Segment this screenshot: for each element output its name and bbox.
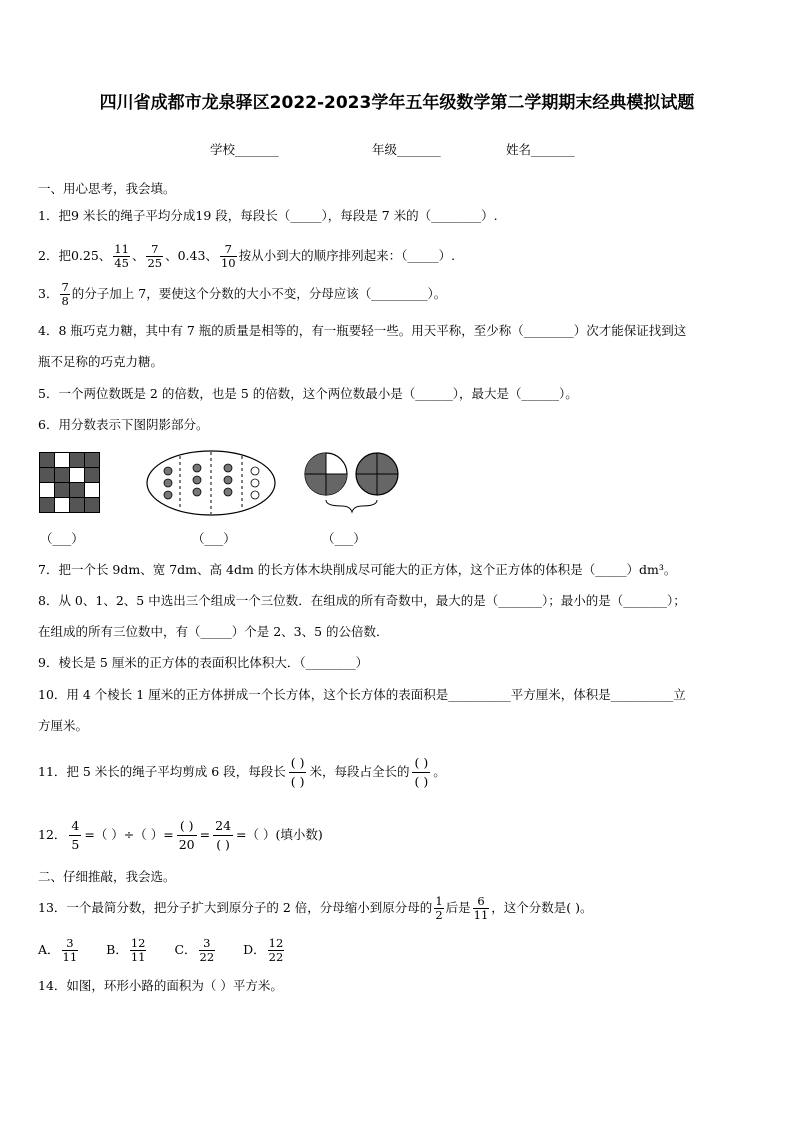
- grade-field: 年级_______: [372, 142, 441, 157]
- option-b[interactable]: B． $\frac{12}{11}$: [106, 936, 146, 964]
- question-12: 12． $\frac{4}{5}$ =（ ）÷（ ）= ( ) 20 = 24 ( ) =（ ）(填小数): [38, 818, 323, 852]
- question-13: 13．一个最简分数，把分子扩大到原分子的 2 倍，分母缩小到原分母的 $\frac{1}{2}$ 后是 $\frac{6}{11}$ ，这个分数是( )。: [38, 894, 593, 922]
- question-4-line-2: 瓶不足称的巧克力糖。: [38, 354, 164, 369]
- answer-blank-2: （___）: [192, 531, 236, 546]
- question-7: 7．把一个长 9dm、宽 7dm、高 4dm 的长方体木块削成尽可能大的正方体，这个正方体的体积是（_____）dm³。: [38, 562, 677, 577]
- fraction: $\frac{7}{8}$: [61, 280, 69, 308]
- question-13-options: [38, 932, 286, 968]
- circles-figure: [302, 450, 402, 516]
- blank-fraction: ( ) ( ): [414, 755, 429, 789]
- grid-figure: [39, 452, 101, 514]
- fraction: 24 ( ): [215, 818, 232, 852]
- fraction: $\frac{6}{11}$: [473, 894, 489, 922]
- fraction: $\frac{11}{45}$: [114, 242, 129, 270]
- school-field: 学校_______: [210, 142, 279, 157]
- question-4-line-1: 4．8 瓶巧克力糖，其中有 7 瓶的质量是相等的，有一瓶要轻一些。用天平称，至少称（________）次才能保证找到这: [38, 323, 687, 338]
- fraction: ( ) 20: [178, 818, 195, 852]
- fraction: $\frac{7}{10}$: [220, 242, 236, 270]
- section-2-heading: 二、仔细推敲，我会选。: [38, 869, 176, 884]
- name-field: 姓名_______: [506, 142, 575, 157]
- fraction: $\frac{4}{5}$: [71, 818, 80, 852]
- question-2: 2．把0.25、 $\frac{11}{45}$ 、 $\frac{7}{25}$ 、0.43、 $\frac{7}{10}$ 按从小到大的顺序排列起来：（_____）.: [38, 242, 456, 270]
- section-1-heading: 一、用心思考，我会填。: [38, 181, 176, 196]
- question-8-line-1: 8．从 0、1、2、5 中选出三个组成一个三位数．在组成的所有奇数中，最大的是（_______）；最小的是（_______）；: [38, 593, 686, 608]
- option-c[interactable]: C． $\frac{3}{22}$: [174, 936, 215, 964]
- blank-fraction: ( ) ( ): [290, 755, 305, 789]
- question-6: 6．用分数表示下图阴影部分。: [38, 417, 209, 432]
- fraction: $\frac{1}{2}$: [435, 894, 443, 922]
- fraction: $\frac{7}{25}$: [147, 242, 163, 270]
- ellipse-dots-figure: [144, 448, 278, 518]
- page-title: 四川省成都市龙泉驿区2022-2023学年五年级数学第二学期期末经典模拟试题: [99, 93, 695, 113]
- question-11: 11．把 5 米长的绳子平均剪成 6 段，每段长 ( ) ( ) 米，每段占全长的 ( ) ( ) 。: [38, 755, 446, 789]
- question-1: 1．把9 米长的绳子平均分成19 段，每段长（_____），每段是 7 米的（________）.: [38, 208, 498, 223]
- question-10-line-1: 10．用 4 个棱长 1 厘米的正方体拼成一个长方体，这个长方体的表面积是__________平方厘米，体积是__________立: [38, 687, 686, 702]
- question-5: 5．一个两位数既是 2 的倍数，也是 5 的倍数，这个两位数最小是（______），最大是（______）。: [38, 386, 578, 401]
- question-14: 14．如图，环形小路的面积为（ ）平方米。: [38, 978, 283, 993]
- option-a[interactable]: A． $\frac{3}{11}$: [38, 936, 78, 964]
- option-d[interactable]: D． $\frac{12}{22}$: [243, 936, 284, 964]
- question-3: 3． $\frac{7}{8}$ 的分子加上 7，要使这个分数的大小不变，分母应该（_________）。: [38, 280, 447, 308]
- question-8-line-2: 在组成的所有三位数中，有（_____）个是 2、3、5 的公倍数．: [38, 624, 389, 639]
- answer-blank-3: （___）: [322, 531, 366, 546]
- answer-blank-1: （___）: [40, 531, 84, 546]
- question-10-line-2: 方厘米。: [38, 718, 89, 733]
- question-9: 9．棱长是 5 厘米的正方体的表面积比体积大．（________）: [38, 655, 369, 670]
